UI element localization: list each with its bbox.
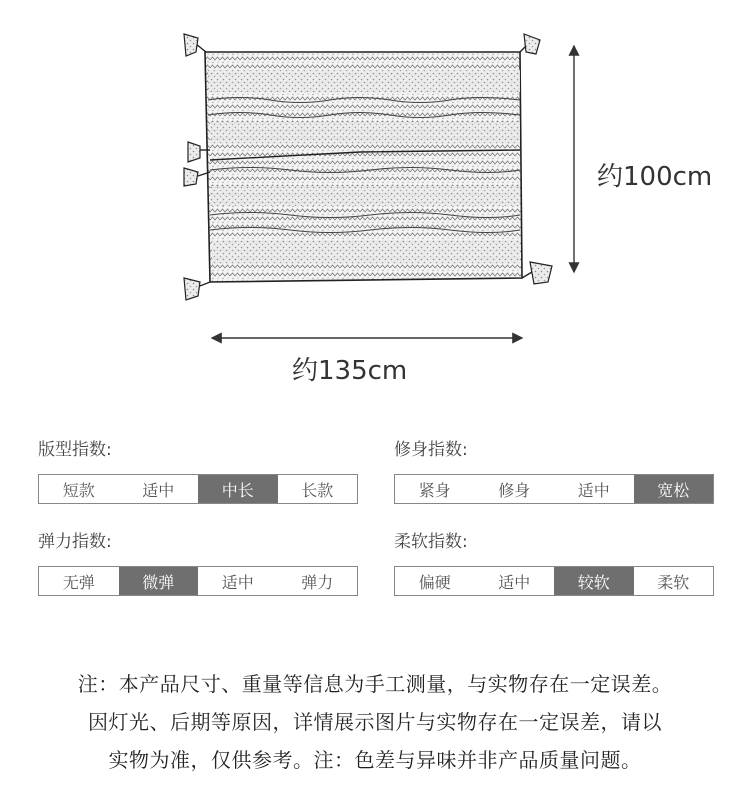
spec-option: 弹力 [301, 572, 334, 592]
blanket-illustration [0, 0, 750, 400]
spec-title: 修身指数: [394, 440, 468, 460]
spec-option: 长款 [301, 480, 334, 500]
spec-elasticity-index [38, 530, 358, 592]
spec-option: 适中 [577, 480, 610, 500]
spec-softness-index [394, 530, 714, 592]
disclaimer-line-2: 因灯光、后期等原因，详情展示图片与实物存在一定误差，请以 [88, 710, 662, 734]
spec-scale [394, 474, 714, 504]
tassel-top-left [184, 34, 206, 56]
spec-option: 适中 [498, 572, 531, 592]
spec-option: 偏硬 [418, 572, 451, 592]
spec-scale [394, 566, 714, 596]
spec-title: 弹力指数: [38, 532, 112, 552]
height-label: 约100cm [597, 162, 713, 192]
spec-option: 无弹 [62, 572, 95, 592]
spec-option: 短款 [62, 480, 95, 500]
spec-option-selected: 微弹 [119, 567, 199, 595]
tassel-bottom-left [184, 278, 210, 300]
spec-style-index [38, 438, 358, 500]
spec-option-selected: 宽松 [634, 475, 714, 503]
spec-option: 柔软 [657, 572, 690, 592]
spec-title: 柔软指数: [394, 532, 468, 552]
blanket-body [205, 52, 522, 282]
disclaimer-line-3: 实物为准，仅供参考。注：色差与异味并非产品质量问题。 [108, 748, 642, 772]
spec-option: 修身 [498, 480, 531, 500]
disclaimer-line-1: 注：本产品尺寸、重量等信息为手工测量，与实物存在一定误差。 [77, 672, 673, 696]
spec-option-selected: 较软 [554, 567, 634, 595]
spec-option-selected: 中长 [198, 475, 278, 503]
tassel-bottom-right [522, 262, 552, 284]
spec-title: 版型指数: [38, 440, 112, 460]
spec-scale [38, 474, 358, 504]
width-label: 约135cm [292, 356, 408, 386]
spec-option: 紧身 [418, 480, 451, 500]
spec-option: 适中 [221, 572, 254, 592]
tassel-top-right [520, 34, 540, 54]
product-diagram [0, 0, 750, 400]
spec-fit-index [394, 438, 714, 500]
spec-option: 适中 [142, 480, 175, 500]
spec-scale [38, 566, 358, 596]
tassel-middle-left-2 [184, 168, 210, 186]
